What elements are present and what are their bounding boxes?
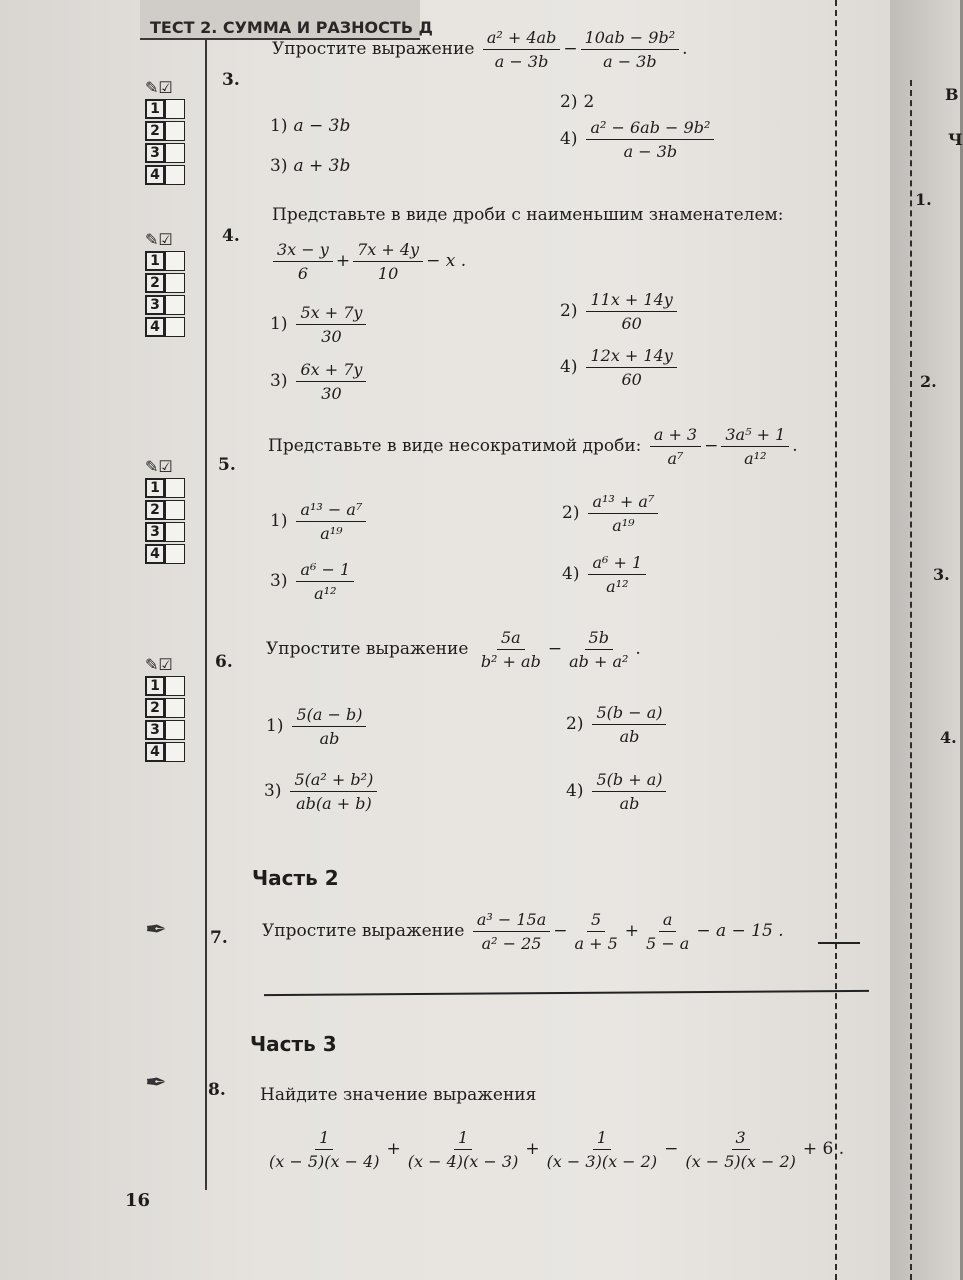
pen-icon: ✒ [145,1068,167,1098]
option-4: 4) $\frac{5(b + a)}{ab}$ [566,770,669,813]
answer-box-4: ✎☑ 1 2 3 4 [145,230,205,337]
task-5-prompt: Представьте в виде несократимой дроби: $\frac{a + 3}{\text{a⁷}}$ − $\frac{\text{3a⁵ + 1}}{\text{a¹²}}$ . [268,425,798,468]
answer-checkbox[interactable] [165,251,185,271]
option-3: 3) $\frac{\text{a⁶ − 1}}{\text{a¹²}}$ [270,560,357,603]
answer-checkbox[interactable] [165,295,185,315]
option-2: 2) $\frac{11x + 14y}{60}$ [560,290,680,333]
option-3: 3) $\frac{6x + 7y}{30}$ [270,360,369,403]
cut-line [835,0,837,1280]
option-3: 3) $\frac{\text{5(a² + b²)}}{ab(a + b)}$ [264,770,380,813]
answer-checkbox[interactable] [165,720,185,740]
option-1: 1) $\frac{\text{a¹³ − a⁷}}{\text{a¹⁹}}$ [270,500,369,543]
fraction: $\frac{\text{a² + 4ab}}{a - 3b}$ [483,28,561,71]
right-page-num-3: 3. [933,565,950,584]
task-number: 7. [210,928,228,948]
option-2: 2) $\frac{\text{a¹³ + a⁷}}{\text{a¹⁹}}$ [562,492,661,535]
task-number: 8. [208,1080,226,1100]
option-2: 2) 2 [560,92,595,112]
answer-checkbox[interactable] [165,500,185,520]
pen-icon: ✒ [145,915,167,945]
page-number: 16 [125,1190,151,1211]
answer-checkbox[interactable] [165,121,185,141]
answer-checkbox[interactable] [165,544,185,564]
answer-checkbox[interactable] [165,676,185,696]
option-4: 4) $\frac{12x + 14y}{60}$ [560,346,680,389]
answer-checkbox[interactable] [165,522,185,542]
answer-box-6: ✎☑ 1 2 3 4 [145,655,205,762]
right-page-letter-v: В [945,85,959,104]
task-8-prompt: Найдите значение выражения [260,1085,537,1105]
answer-box-3: ✎☑ 1 2 3 4 [145,78,205,185]
option-1: 1) $\frac{5x + 7y}{30}$ [270,303,369,346]
task-text: Упростите выражение [272,39,475,59]
option-3: 3) a + 3b [270,156,351,176]
task-number: 4. [222,226,240,246]
task-7-prompt: Упростите выражение $\frac{\text{a³ − 15a}}{\text{a² − 25}}$ − $\frac{5}{a + 5}$ + $\frac{a}{5 - a}$ − a − 15 . [262,910,784,953]
answer-box-5: ✎☑ 1 2 3 4 [145,457,205,564]
task-3-prompt: Упростите выражение $\frac{\text{a² + 4ab}}{a - 3b}$ − $\frac{\text{10ab − 9b²}}{a - 3b}$ . [272,28,688,71]
task-number: 3. [222,70,240,90]
pencil-icon: ✎ [145,78,159,97]
section-2-title: Часть 2 [252,866,339,890]
pencil-icon: ✎ [145,655,159,674]
answer-checkbox[interactable] [165,273,185,293]
task-8-expression: $\frac{1}{(x - 5)(x - 4)}$ + $\frac{1}{(x - 4)(x - 3)}$ + $\frac{1}{(x - 3)(x - 2)}$ − $\frac{3}{(x - 5)(x - 2)}$ + 6 . [269,1128,845,1171]
right-page-num-2: 2. [920,372,937,391]
margin-line [205,40,207,1190]
option-2: 2) $\frac{5(b - a)}{ab}$ [566,703,669,746]
task-number: 5. [218,455,236,475]
pencil-icon: ✎ [145,230,159,249]
answer-line[interactable] [818,942,860,944]
right-page-num-1: 1. [915,190,932,209]
checkbox-checked-icon: ☑ [158,78,173,97]
task-4-expression: $\frac{3x - y}{6}$ + $\frac{7x + 4y}{10}$ − x . [270,240,466,283]
task-number: 6. [215,652,233,672]
right-page-letter-ch: Ч [948,130,963,149]
option-1: 1) a − 3b [270,116,351,136]
fraction: $\frac{\text{10ab − 9b²}}{a - 3b}$ [581,28,680,71]
answer-checkbox[interactable] [165,165,185,185]
answer-checkbox[interactable] [165,742,185,762]
pencil-icon: ✎ [145,457,159,476]
checkbox-checked-icon: ☑ [158,457,173,476]
checkbox-checked-icon: ☑ [158,230,173,249]
answer-checkbox[interactable] [165,698,185,718]
cut-line-right [910,80,912,1280]
task-6-prompt: Упростите выражение $\frac{5a}{\text{b² + ab}}$ − $\frac{5b}{\text{ab + a²}}$ . [266,628,641,671]
right-page-num-4: 4. [940,728,957,747]
answer-checkbox[interactable] [165,143,185,163]
option-4: 4) $\frac{\text{a² − 6ab − 9b²}}{a - 3b}$ [560,118,717,161]
section-3-title: Часть 3 [250,1032,337,1056]
answer-checkbox[interactable] [165,317,185,337]
option-4: 4) $\frac{\text{a⁶ + 1}}{\text{a¹²}}$ [562,553,649,596]
header-title: ТЕСТ 2. СУММА И РАЗНОСТЬ Д [150,18,433,37]
answer-checkbox[interactable] [165,478,185,498]
answer-checkbox[interactable] [165,99,185,119]
option-1: 1) $\frac{5(a - b)}{ab}$ [266,705,369,748]
task-4-prompt: Представьте в виде дроби с наименьшим знаменателем: [272,205,784,225]
checkbox-checked-icon: ☑ [158,655,173,674]
